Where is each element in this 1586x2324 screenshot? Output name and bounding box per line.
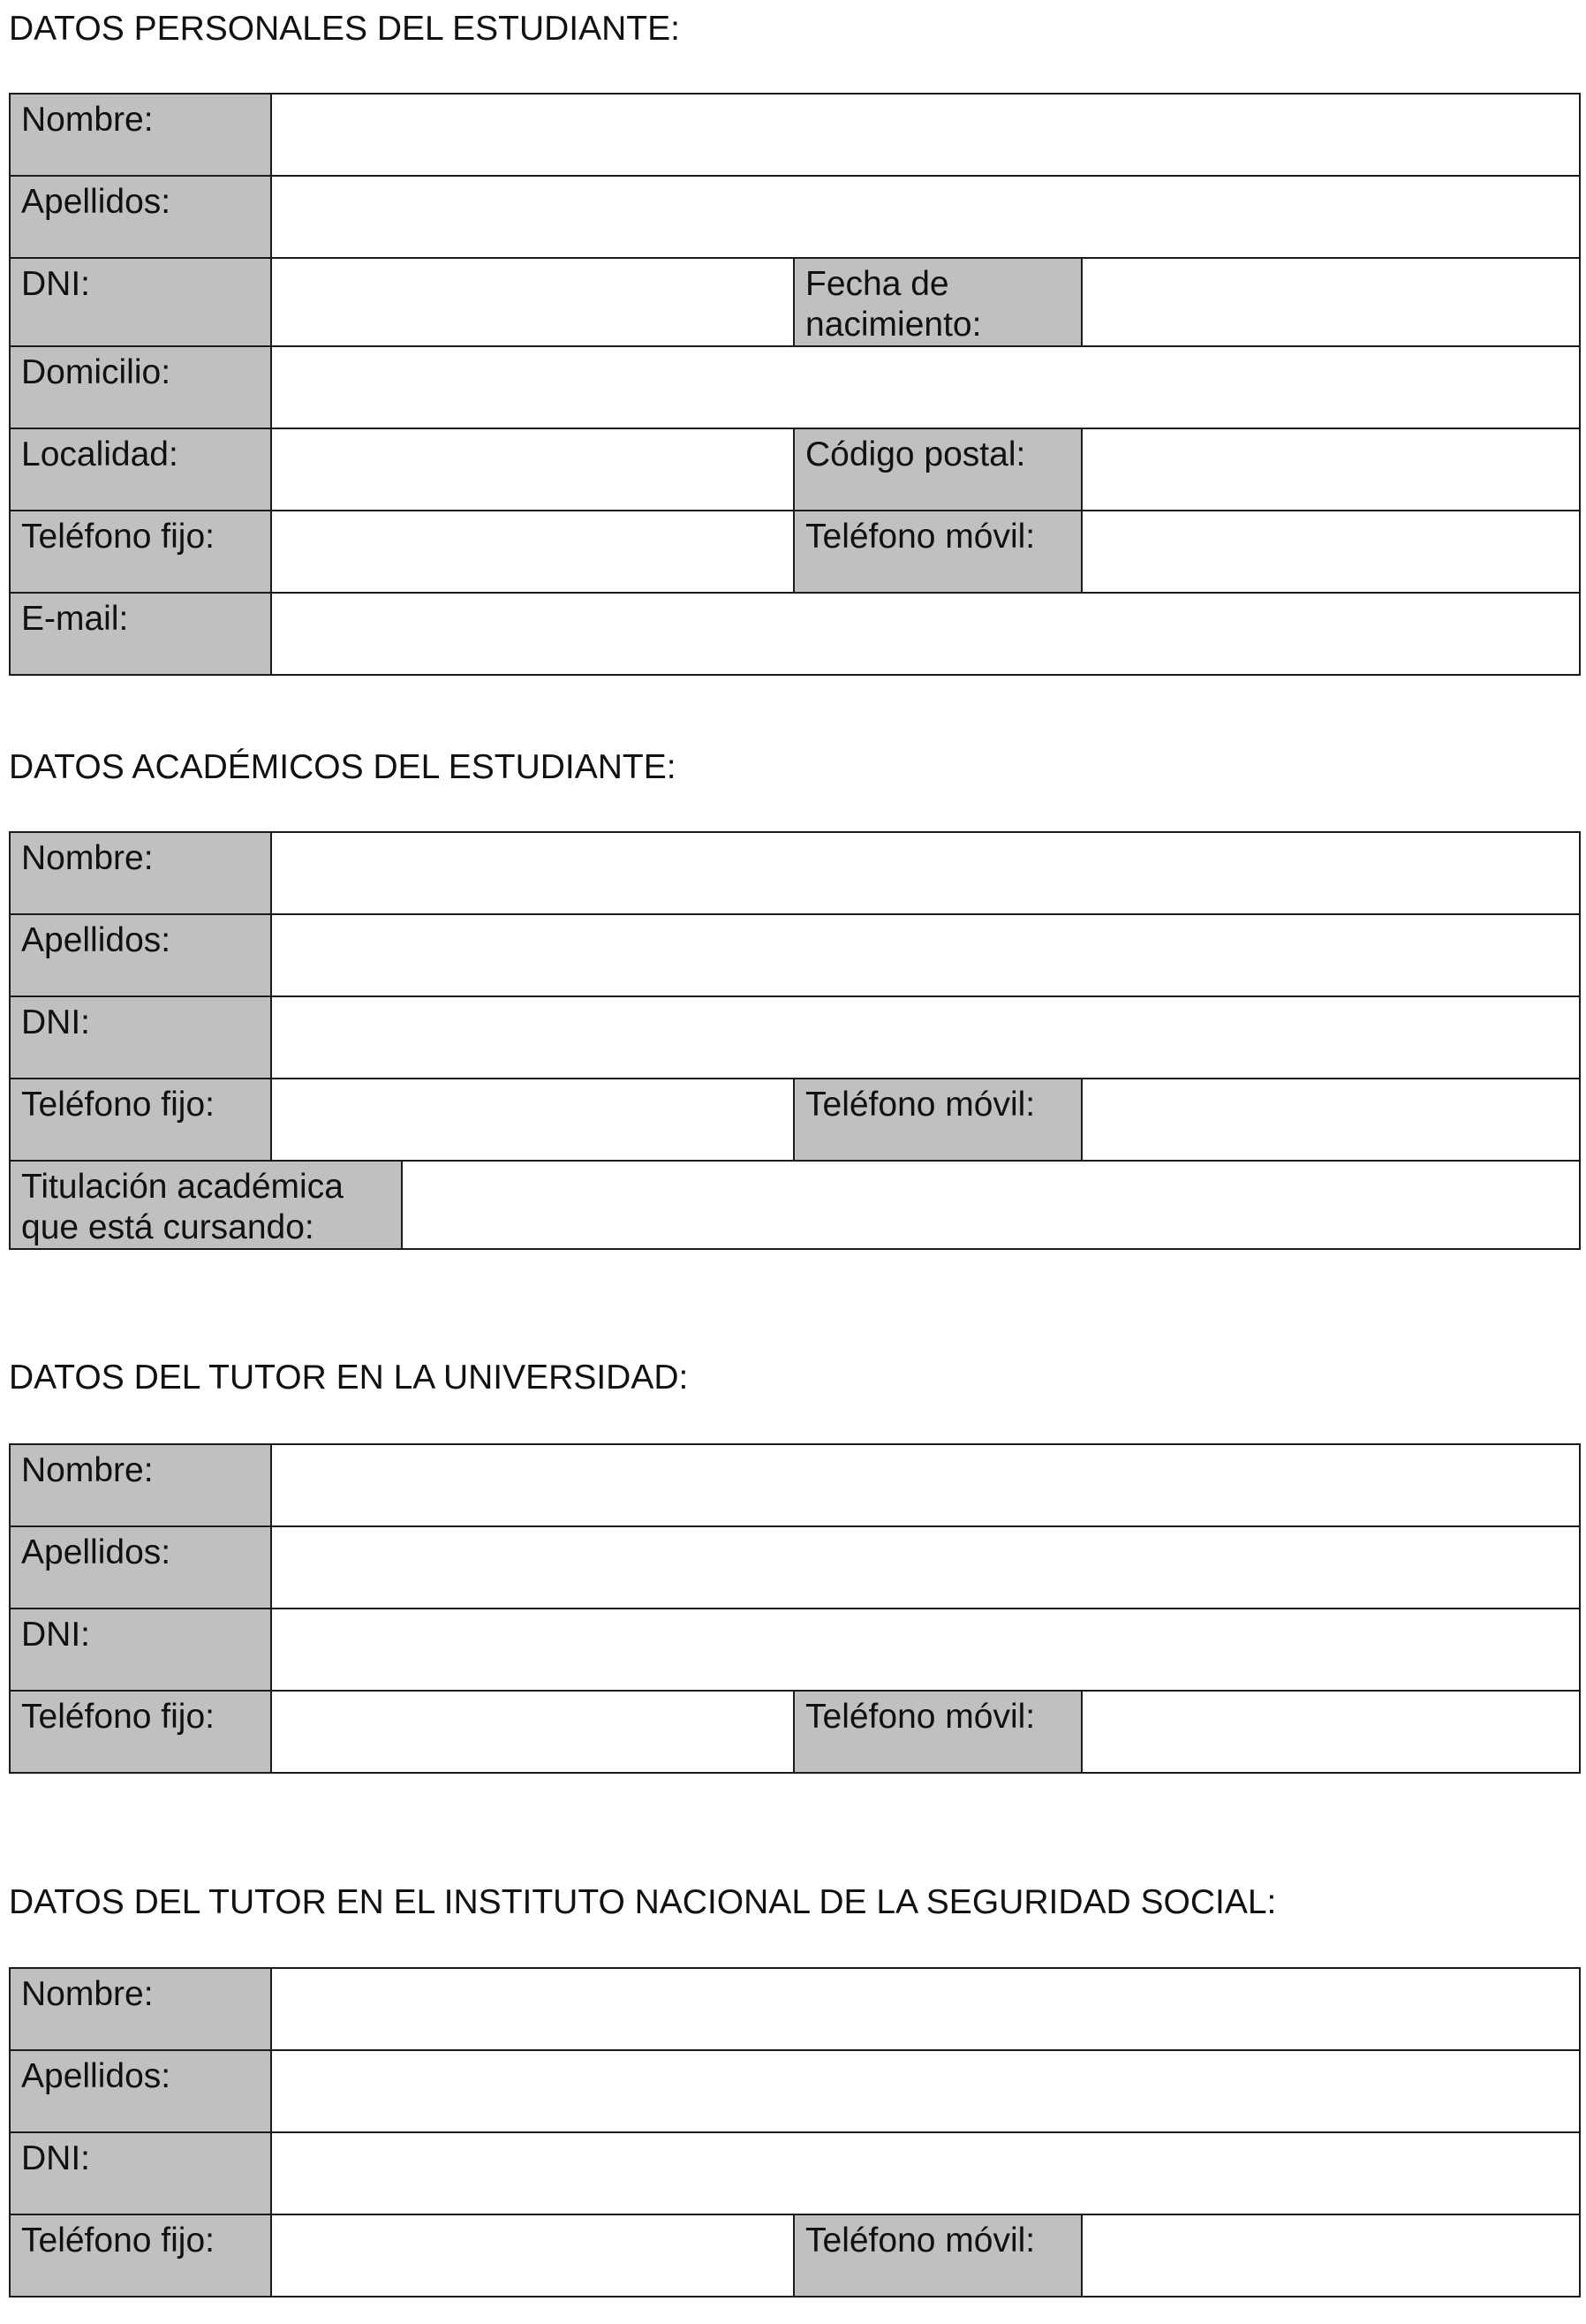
table-row xyxy=(10,593,1580,675)
table-row xyxy=(10,2132,1580,2214)
table-row xyxy=(10,511,1580,593)
localidad-field[interactable] xyxy=(271,428,794,511)
label-nombre: Nombre: xyxy=(10,832,271,914)
table-row xyxy=(10,914,1580,996)
telefono-fijo-field[interactable] xyxy=(271,511,794,593)
table-row xyxy=(10,996,1580,1079)
label-dni: DNI: xyxy=(10,1609,271,1691)
label-telefono-movil: Teléfono móvil: xyxy=(794,511,1082,593)
label-telefono-movil: Teléfono móvil: xyxy=(794,2214,1082,2297)
label-apellidos: Apellidos: xyxy=(10,2050,271,2132)
section-title-personal: DATOS PERSONALES DEL ESTUDIANTE: xyxy=(9,10,680,48)
label-telefono-fijo: Teléfono fijo: xyxy=(10,2214,271,2297)
dni-field[interactable] xyxy=(271,996,1580,1079)
domicilio-field[interactable] xyxy=(271,346,1580,428)
personal-data-table xyxy=(9,93,1581,676)
table-row xyxy=(10,2050,1580,2132)
label-fecha-nacimiento: Fecha de nacimiento: xyxy=(794,258,1082,346)
section-title-university-tutor: DATOS DEL TUTOR EN LA UNIVERSIDAD: xyxy=(9,1359,689,1397)
section-title-inss-tutor: DATOS DEL TUTOR EN EL INSTITUTO NACIONAL DE LA SEGURIDAD SOCIAL: xyxy=(9,1883,1277,1921)
table-row xyxy=(10,258,1580,346)
telefono-movil-field[interactable] xyxy=(1082,1691,1580,1773)
table-row xyxy=(10,1161,1580,1249)
nombre-field[interactable] xyxy=(271,1444,1580,1526)
label-telefono-fijo: Teléfono fijo: xyxy=(10,511,271,593)
apellidos-field[interactable] xyxy=(271,914,1580,996)
dni-field[interactable] xyxy=(271,1609,1580,1691)
table-row xyxy=(10,1079,1580,1161)
label-codigo-postal: Código postal: xyxy=(794,428,1082,511)
dni-field[interactable] xyxy=(271,258,794,346)
apellidos-field[interactable] xyxy=(271,1526,1580,1609)
table-row xyxy=(10,176,1580,258)
fecha-nacimiento-field[interactable] xyxy=(1082,258,1580,346)
titulacion-field[interactable] xyxy=(402,1161,1580,1249)
table-row xyxy=(10,428,1580,511)
label-telefono-movil: Teléfono móvil: xyxy=(794,1079,1082,1161)
inss-tutor-table xyxy=(9,1967,1581,2298)
telefono-movil-field[interactable] xyxy=(1082,2214,1580,2297)
nombre-field[interactable] xyxy=(271,94,1580,176)
academic-data-table xyxy=(9,831,1581,1250)
telefono-movil-field[interactable] xyxy=(1082,511,1580,593)
label-dni: DNI: xyxy=(10,996,271,1079)
telefono-fijo-field[interactable] xyxy=(271,2214,794,2297)
table-row xyxy=(10,1691,1580,1773)
label-dni: DNI: xyxy=(10,2132,271,2214)
university-tutor-table xyxy=(9,1443,1581,1774)
codigo-postal-field[interactable] xyxy=(1082,428,1580,511)
apellidos-field[interactable] xyxy=(271,2050,1580,2132)
telefono-fijo-field[interactable] xyxy=(271,1079,794,1161)
table-row xyxy=(10,1609,1580,1691)
table-row xyxy=(10,1444,1580,1526)
label-nombre: Nombre: xyxy=(10,1968,271,2050)
nombre-field[interactable] xyxy=(271,832,1580,914)
label-localidad: Localidad: xyxy=(10,428,271,511)
table-row xyxy=(10,832,1580,914)
telefono-movil-field[interactable] xyxy=(1082,1079,1580,1161)
dni-field[interactable] xyxy=(271,2132,1580,2214)
table-row xyxy=(10,1526,1580,1609)
table-row xyxy=(10,1968,1580,2050)
label-apellidos: Apellidos: xyxy=(10,914,271,996)
label-telefono-fijo: Teléfono fijo: xyxy=(10,1691,271,1773)
table-row xyxy=(10,94,1580,176)
label-domicilio: Domicilio: xyxy=(10,346,271,428)
label-nombre: Nombre: xyxy=(10,1444,271,1526)
email-field[interactable] xyxy=(271,593,1580,675)
table-row xyxy=(10,2214,1580,2297)
label-apellidos: Apellidos: xyxy=(10,176,271,258)
apellidos-field[interactable] xyxy=(271,176,1580,258)
section-title-academic: DATOS ACADÉMICOS DEL ESTUDIANTE: xyxy=(9,748,676,786)
label-apellidos: Apellidos: xyxy=(10,1526,271,1609)
label-nombre: Nombre: xyxy=(10,94,271,176)
nombre-field[interactable] xyxy=(271,1968,1580,2050)
label-telefono-movil: Teléfono móvil: xyxy=(794,1691,1082,1773)
telefono-fijo-field[interactable] xyxy=(271,1691,794,1773)
label-titulacion: Titulación académica que está cursando: xyxy=(10,1161,402,1249)
label-email: E-mail: xyxy=(10,593,271,675)
table-row xyxy=(10,346,1580,428)
label-telefono-fijo: Teléfono fijo: xyxy=(10,1079,271,1161)
label-dni: DNI: xyxy=(10,258,271,346)
